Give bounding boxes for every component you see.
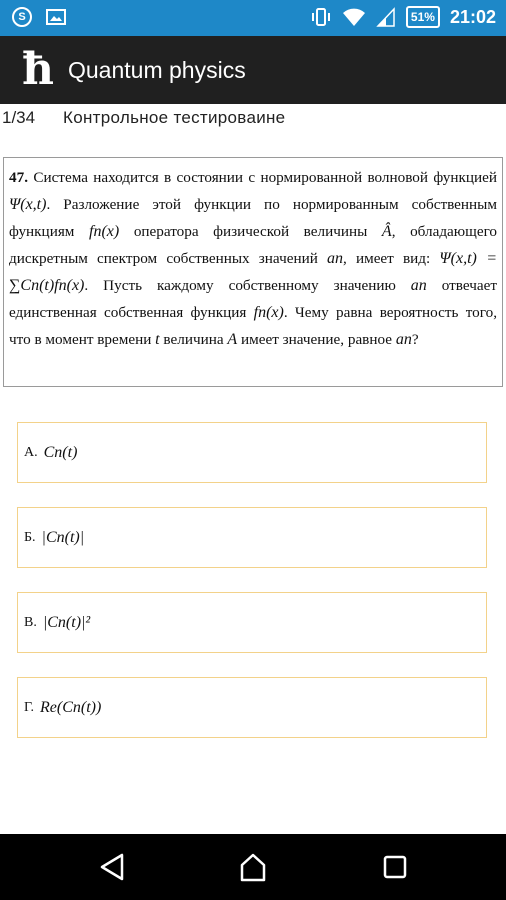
home-icon[interactable] — [238, 852, 268, 882]
answer-option-c[interactable] — [17, 592, 487, 653]
formula-an: an — [327, 250, 343, 267]
formula-an: an — [410, 277, 427, 294]
battery-level: 51% — [410, 10, 435, 24]
vibrate-icon — [310, 6, 332, 28]
battery-icon — [406, 6, 440, 28]
clock: 21:02 — [449, 6, 496, 27]
question-segment: ? — [411, 331, 419, 348]
answer-option-d[interactable] — [17, 677, 487, 738]
question-segment: имеет значение, равное — [240, 331, 393, 348]
question-segment: . Пусть каждому собственному значению — [84, 277, 396, 294]
question-counter: 1/34 — [2, 108, 36, 127]
question-segment: , обладающего дискретным спектром собственных значений — [9, 223, 498, 267]
image-icon — [46, 9, 66, 25]
question-number: 47. — [9, 169, 28, 186]
option-letter: В. — [24, 614, 37, 630]
answer-option-b[interactable] — [17, 507, 487, 568]
option-formula: |Cn(t)| — [41, 528, 85, 546]
sync-icon: S — [12, 7, 32, 27]
back-icon[interactable] — [98, 852, 128, 882]
option-letter: Г. — [24, 699, 35, 715]
status-right-icons — [310, 6, 496, 28]
question-segment: оператора физической величины — [133, 223, 368, 240]
status-left-icons — [12, 7, 66, 27]
option-letter: Б. — [24, 529, 36, 545]
test-title: Контрольное тестироваине — [63, 108, 286, 127]
formula-A: A — [227, 331, 238, 348]
app-title: Quantum physics — [68, 57, 246, 83]
question-segment: . Чему равна вероятность того, что в момент времени — [9, 304, 498, 348]
option-letter: А. — [24, 444, 38, 460]
option-formula: Cn(t) — [43, 443, 78, 461]
signal-icon — [376, 6, 396, 28]
option-formula: Re(Cn(t)) — [40, 698, 102, 716]
wifi-icon — [342, 6, 366, 28]
option-formula: |Cn(t)|² — [42, 613, 91, 631]
question-segment: Система находится в состоянии с нормированной волновой функцией — [33, 169, 498, 186]
app-bar — [0, 36, 506, 104]
formula-fn: fn(x) — [89, 223, 120, 240]
recents-icon[interactable] — [380, 852, 410, 882]
answer-option-a[interactable] — [17, 422, 487, 483]
app-logo: ħ — [22, 44, 54, 95]
formula-fn: fn(x) — [253, 304, 284, 321]
formula-t: t — [155, 331, 160, 348]
status-bar — [0, 0, 506, 36]
question-segment: , имеет вид: — [343, 250, 431, 267]
question-segment: . Разложение этой функции по нормированным собственным функциям — [9, 196, 497, 240]
formula-psi: Ψ(x,t) — [9, 196, 47, 213]
question-segment: величина — [163, 331, 224, 348]
question-text — [3, 157, 503, 387]
formula-operator: Â — [381, 223, 392, 240]
formula-expansion: Ψ(x,t) = ∑Cn(t)fn(x) — [9, 250, 498, 294]
formula-an: an — [395, 331, 412, 348]
navigation-bar — [0, 834, 506, 900]
question-segment: отвечает единственная собственная функция — [9, 277, 497, 321]
